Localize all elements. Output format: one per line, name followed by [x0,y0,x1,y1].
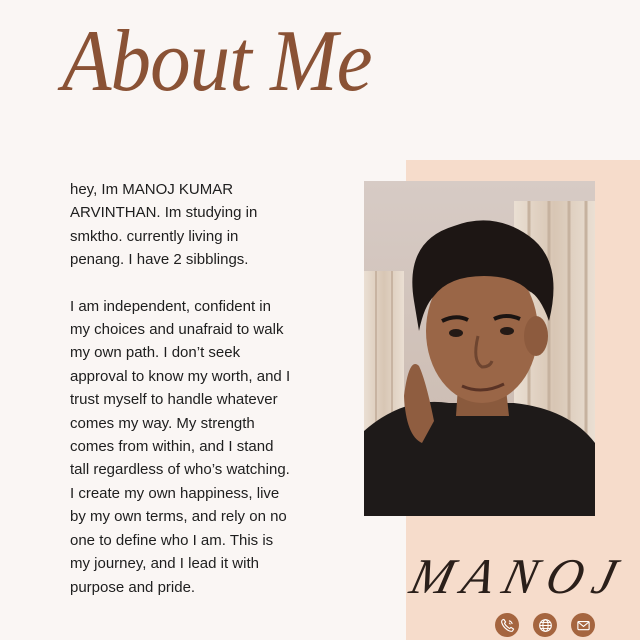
signature: MANOJ [405,548,633,604]
mail-icon[interactable] [571,613,595,637]
profile-photo [364,181,595,516]
page-title: About Me [62,13,372,110]
contact-icons [495,613,595,637]
globe-icon[interactable] [533,613,557,637]
bio-paragraph-intro: hey, Im MANOJ KUMAR ARVINTHAN. Im studying in smktho. currently living in penang. I have 2 sibblings. [70,181,258,269]
bio-paragraph-personality: I am independent, confident in my choices and unafraid to walk my own path. I don’t seek approval to know my worth, and I trust myself to handle whatever comes my way. My strength comes from within, and I stand tall regardless of who’s watching. I create my own happiness, live by my own terms, and rely on no one to define who I am. This is my journey, and I lead it with purpose and pride. [70,297,291,596]
phone-icon[interactable] [495,613,519,637]
bio-text [70,178,350,599]
